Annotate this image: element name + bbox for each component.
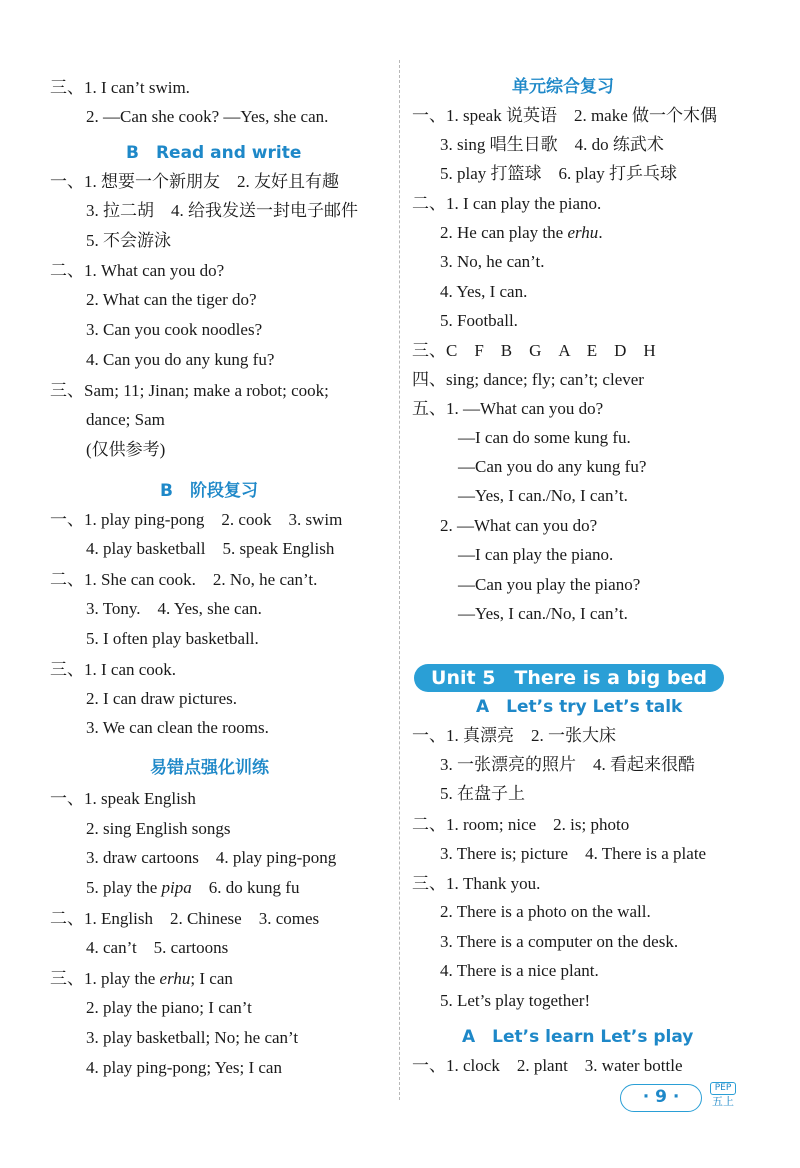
answer-line: —Yes, I can./No, I can’t. (458, 604, 628, 623)
answer-line: 3. We can clean the rooms. (86, 718, 269, 737)
answer-line: 2. There is a photo on the wall. (440, 902, 651, 921)
answer-line: 3. 拉二胡 4. 给我发送一封电子邮件 (86, 201, 358, 220)
answer-line: dance; Sam (86, 410, 165, 429)
answer-line: —I can play the piano. (458, 545, 614, 564)
section-heading-error-training: 易错点强化训练 (150, 758, 269, 778)
answer-line: 3. play basketball; No; he can’t (86, 1028, 299, 1047)
answer-line: 三、1. I can cook. (50, 660, 177, 679)
answer-line: 一、1. 想要一个新朋友 2. 友好且有趣 (50, 172, 339, 191)
answer-line: 3. Tony. 4. Yes, she can. (86, 599, 262, 618)
answer-line: 5. play 打篮球 6. play 打乒乓球 (440, 164, 678, 183)
column-divider (399, 60, 400, 1100)
answer-line: 4. play basketball 5. speak English (86, 539, 335, 558)
answer-line: 5. 在盘子上 (440, 784, 525, 803)
answer-line: 二、1. English 2. Chinese 3. comes (50, 909, 320, 928)
answer-line: 2. I can draw pictures. (86, 689, 238, 708)
section-heading-stage-review: B 阶段复习 (160, 481, 258, 501)
edition-publisher: PEP (710, 1082, 736, 1095)
answer-line: 4. Can you do any kung fu? (86, 350, 275, 369)
answer-line: 5. Football. (440, 311, 518, 330)
answer-line: 二、1. I can play the piano. (412, 194, 602, 213)
answer-line: 一、1. play ping-pong 2. cook 3. swim (50, 510, 343, 529)
answer-line: 一、1. speak English (50, 789, 196, 808)
section-heading-lets-learn-play: A Let’s learn Let’s play (462, 1027, 694, 1047)
section-heading-unit-review: 单元综合复习 (512, 77, 614, 97)
answer-line: —Can you play the piano? (458, 575, 641, 594)
edition-badge (704, 1082, 742, 1108)
section-heading-read-and-write: B Read and write (126, 143, 302, 163)
answer-line: —Can you do any kung fu? (458, 457, 647, 476)
answer-line: 2. —What can you do? (440, 516, 598, 535)
page-number: · 9 · (620, 1084, 702, 1112)
answer-line: 三、1. Thank you. (412, 874, 541, 893)
answer-line: 2. —Can she cook? —Yes, she can. (86, 107, 329, 126)
answer-line: 3. draw cartoons 4. play ping-pong (86, 848, 337, 867)
answer-line: 四、sing; dance; fly; can’t; clever (412, 370, 644, 389)
answer-line: 二、1. She can cook. 2. No, he can’t. (50, 570, 318, 589)
answer-line: 一、1. clock 2. plant 3. water bottle (412, 1056, 683, 1075)
answer-line: 三、1. play the erhu; I can (50, 969, 233, 988)
answer-line: 一、1. speak 说英语 2. make 做一个木偶 (412, 106, 718, 125)
reference-note: (仅供参考) (86, 440, 166, 459)
unit-banner: Unit 5 There is a big bed (414, 664, 724, 692)
answer-line: 2. play the piano; I can’t (86, 998, 252, 1017)
answer-line: 5. play the pipa 6. do kung fu (86, 878, 300, 897)
answer-line: 2. He can play the erhu. (440, 223, 603, 242)
answer-line: 3. Can you cook noodles? (86, 320, 263, 339)
answer-line: 一、1. 真漂亮 2. 一张大床 (412, 726, 616, 745)
answer-line: 4. There is a nice plant. (440, 961, 599, 980)
answer-line: 3. There is a computer on the desk. (440, 932, 679, 951)
answer-line: —I can do some kung fu. (458, 428, 631, 447)
answer-line: 三、1. I can’t swim. (50, 78, 190, 97)
answer-line: 三、C F B G A E D H (412, 341, 656, 360)
answer-line: 5. Let’s play together! (440, 991, 591, 1010)
answer-line: 5. I often play basketball. (86, 629, 259, 648)
answer-line: 2. sing English songs (86, 819, 231, 838)
answer-line: 二、1. What can you do? (50, 261, 225, 280)
answer-line: 4. can’t 5. cartoons (86, 938, 229, 957)
answer-line: 五、1. —What can you do? (412, 399, 604, 418)
answer-line: 4. play ping-pong; Yes; I can (86, 1058, 282, 1077)
answer-line: 3. sing 唱生日歌 4. do 练武术 (440, 135, 664, 154)
answer-line: —Yes, I can./No, I can’t. (458, 486, 628, 505)
answer-line: 三、Sam; 11; Jinan; make a robot; cook; (50, 381, 329, 400)
answer-line: 3. 一张漂亮的照片 4. 看起来很酷 (440, 755, 695, 774)
answer-line: 二、1. room; nice 2. is; photo (412, 815, 630, 834)
answer-line: 4. Yes, I can. (440, 282, 528, 301)
answer-line: 3. No, he can’t. (440, 252, 545, 271)
answer-line: 3. There is; picture 4. There is a plate (440, 844, 707, 863)
answer-line: 5. 不会游泳 (86, 231, 171, 250)
answer-line: 2. What can the tiger do? (86, 290, 257, 309)
section-heading-lets-try-talk: A Let’s try Let’s talk (476, 697, 683, 717)
edition-grade: 五上 (712, 1095, 734, 1108)
